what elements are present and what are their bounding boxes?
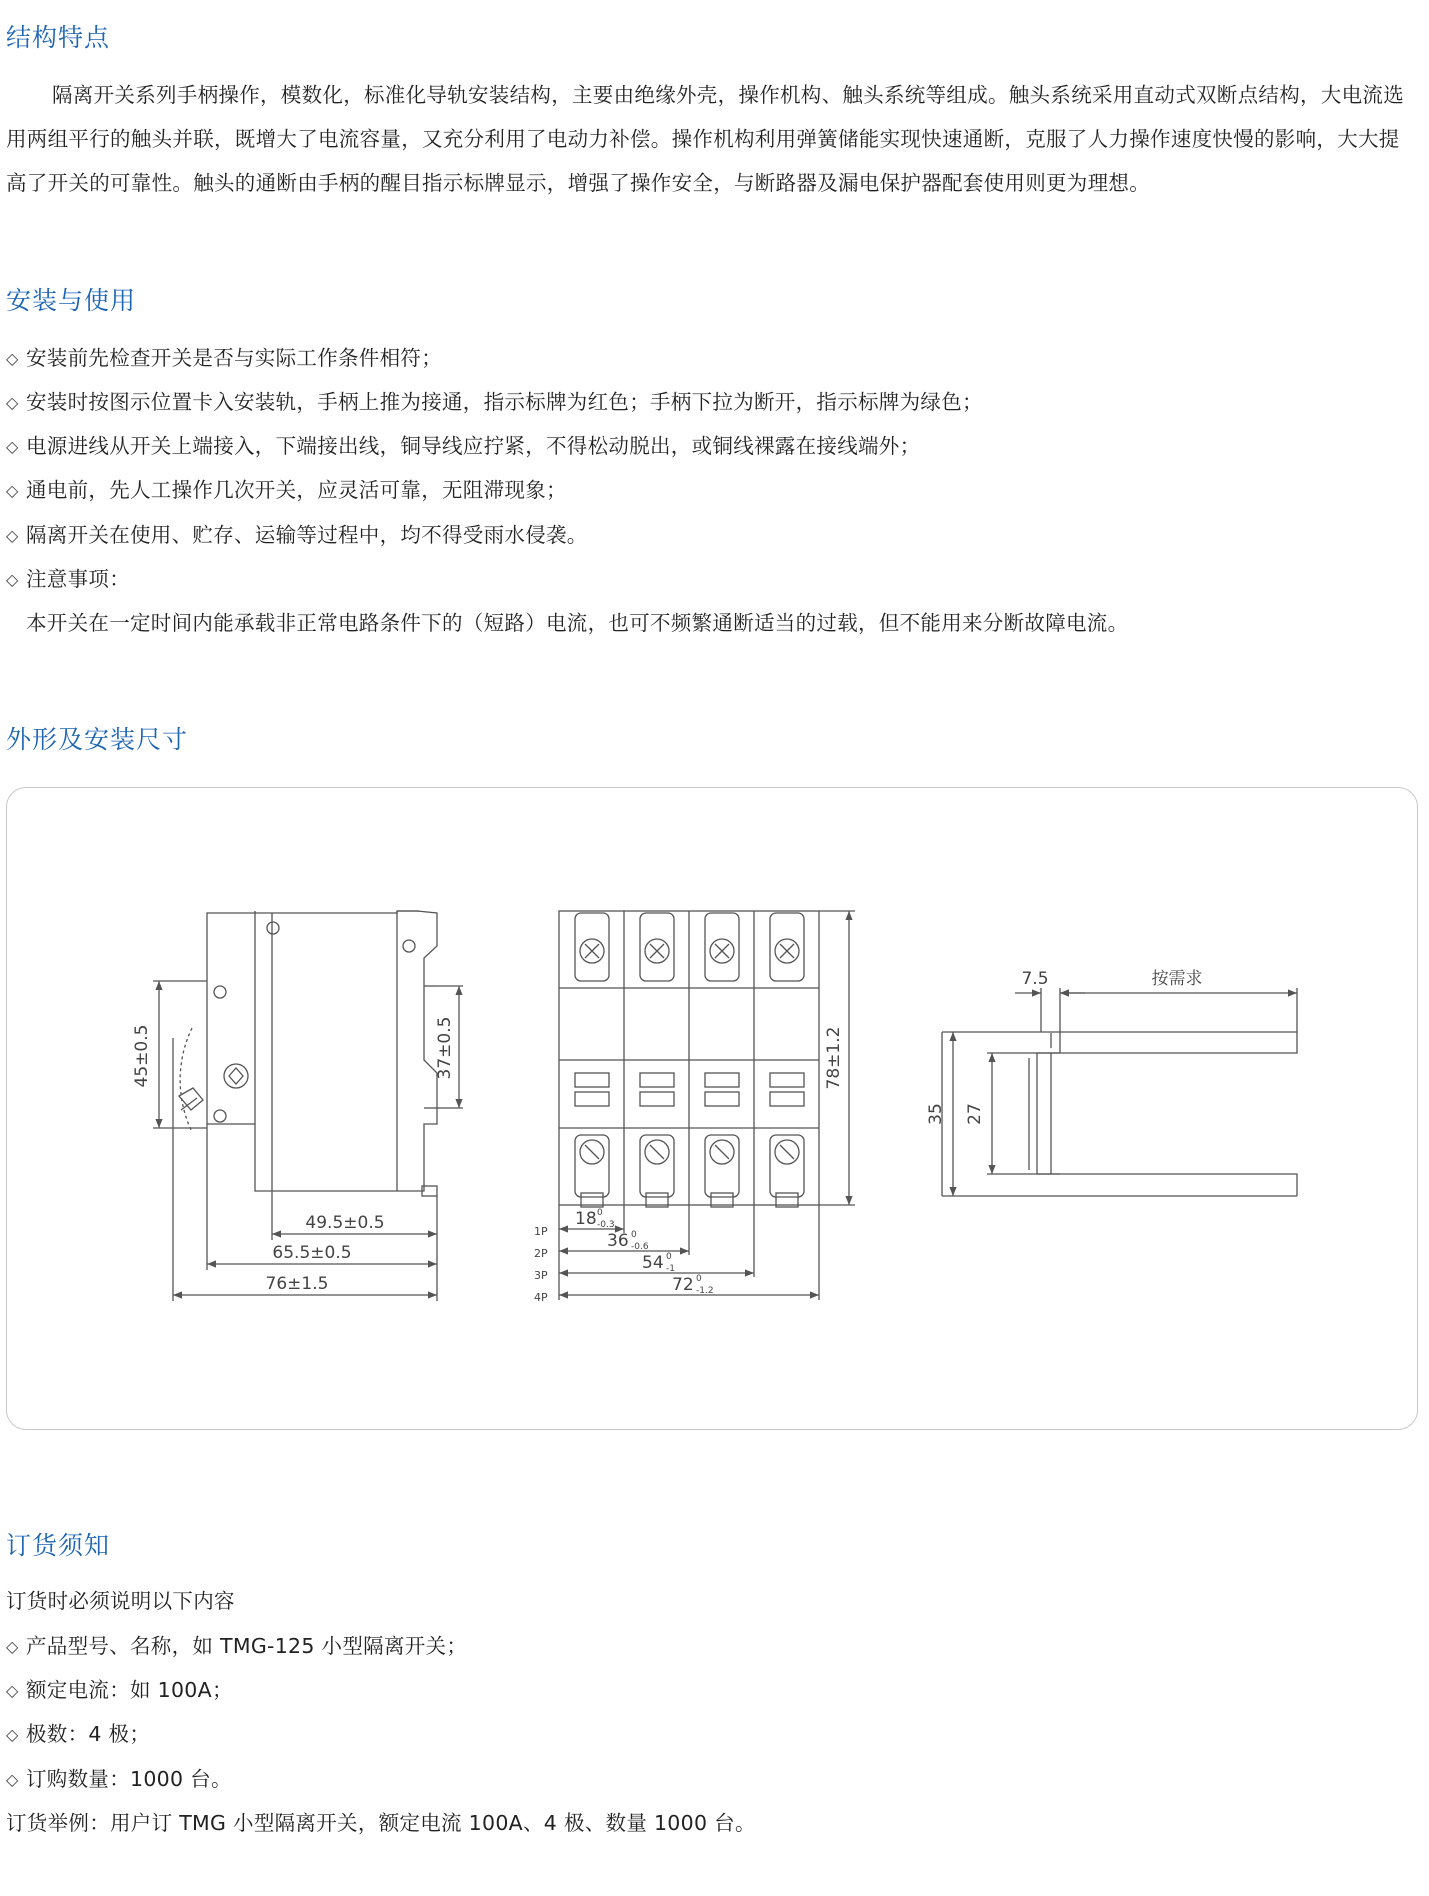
install-item: ◇ 注意事项： bbox=[6, 565, 130, 594]
section-title-structure: 结构特点 bbox=[6, 23, 111, 52]
pole-dim: 36 bbox=[607, 1231, 629, 1251]
pole-tol: -0.3 bbox=[597, 1220, 615, 1230]
section-title-installation: 安装与使用 bbox=[6, 286, 137, 315]
pole-tol: -0.6 bbox=[631, 1242, 649, 1252]
front-view bbox=[559, 911, 855, 1300]
order-item: ◇ 订购数量：1000 台。 bbox=[6, 1765, 232, 1794]
dimension-drawing-box bbox=[6, 787, 1418, 1430]
pole-dim: 18 bbox=[575, 1209, 597, 1229]
dim-height-side: 45±0.5 bbox=[132, 1024, 152, 1088]
install-item: ◇ 电源进线从开关上端接入，下端接出线，铜导线应拧紧，不得松动脱出，或铜线裸露在接线端外； bbox=[6, 432, 920, 461]
dim-rail-length: 按需求 bbox=[1151, 969, 1203, 989]
install-note: 本开关在一定时间内能承载非正常电路条件下的（短路）电流，也可不频繁通断适当的过载，但不能用来分断故障电流。 bbox=[26, 611, 1129, 635]
order-item: ◇ 产品型号、名称，如 TMG-125 小型隔离开关； bbox=[6, 1632, 467, 1661]
diamond-icon: ◇ bbox=[6, 1770, 19, 1789]
rail-view bbox=[942, 988, 1297, 1196]
dim-depth-1: 49.5±0.5 bbox=[305, 1213, 385, 1233]
diamond-icon: ◇ bbox=[6, 437, 19, 456]
pole-label: 4P bbox=[534, 1291, 548, 1304]
install-item: ◇ 安装时按图示位置卡入安装轨，手柄上推为接通，指示标牌为红色；手柄下拉为断开，指示标牌为绿色； bbox=[6, 388, 983, 417]
ordering-intro: 订货时必须说明以下内容 bbox=[6, 1589, 235, 1613]
dim-height-front: 78±1.2 bbox=[824, 1026, 844, 1090]
dim-rail-inner-height: 27 bbox=[965, 1103, 985, 1125]
dim-depth-3: 76±1.5 bbox=[265, 1274, 329, 1294]
dim-rail-width: 7.5 bbox=[1021, 969, 1049, 989]
dim-rail-height-side: 37±0.5 bbox=[435, 1016, 455, 1080]
pole-tol: 0 bbox=[631, 1230, 637, 1240]
section-title-ordering: 订货须知 bbox=[6, 1531, 111, 1560]
order-item: ◇ 极数：4 极； bbox=[6, 1720, 150, 1749]
pole-dim: 72 bbox=[672, 1275, 694, 1295]
order-example: 订货举例：用户订 TMG 小型隔离开关，额定电流 100A、4 极、数量 1000 台。 bbox=[6, 1811, 756, 1835]
install-item: ◇ 安装前先检查开关是否与实际工作条件相符； bbox=[6, 344, 442, 373]
diamond-icon: ◇ bbox=[6, 1725, 19, 1744]
pole-tol: 0 bbox=[597, 1208, 603, 1218]
diamond-icon: ◇ bbox=[6, 1681, 19, 1700]
install-item: ◇ 通电前，先人工操作几次开关，应灵活可靠，无阻滞现象； bbox=[6, 476, 567, 505]
install-item: ◇ 隔离开关在使用、贮存、运输等过程中，均不得受雨水侵袭。 bbox=[6, 521, 588, 550]
pole-label: 2P bbox=[534, 1247, 548, 1260]
pole-tol: -1.2 bbox=[696, 1286, 714, 1296]
dimension-drawing bbox=[7, 788, 1417, 1428]
diamond-icon: ◇ bbox=[6, 570, 19, 589]
pole-tol: 0 bbox=[666, 1252, 672, 1262]
diamond-icon: ◇ bbox=[6, 393, 19, 412]
diamond-icon: ◇ bbox=[6, 1637, 19, 1656]
order-item: ◇ 额定电流：如 100A； bbox=[6, 1676, 233, 1705]
pole-label: 3P bbox=[534, 1269, 548, 1282]
dim-rail-outer-height: 35 bbox=[926, 1103, 946, 1125]
diamond-icon: ◇ bbox=[6, 526, 19, 545]
diamond-icon: ◇ bbox=[6, 349, 19, 368]
section-title-dimensions: 外形及安装尺寸 bbox=[6, 725, 189, 754]
dim-depth-2: 65.5±0.5 bbox=[272, 1243, 352, 1263]
pole-label: 1P bbox=[534, 1225, 548, 1238]
structure-paragraph: 隔离开关系列手柄操作，模数化，标准化导轨安装结构，主要由绝缘外壳，操作机构、触头系统等组成。触头系统采用直动式双断点结构，大电流选用两组平行的触头并联，既增大了电流容量，又充分利用了电动力补偿。操作机构利用弹簧储能实现快速通断，克服了人力操作速度快慢的影响，大大提高了开关的可靠性。触头的通断由手柄的醒目指示标牌显示，增强了操作安全，与断路器及漏电保护器配套使用则更为理想。 bbox=[6, 83, 1404, 195]
pole-tol: -1 bbox=[666, 1264, 675, 1274]
pole-dim: 54 bbox=[642, 1253, 664, 1273]
diamond-icon: ◇ bbox=[6, 481, 19, 500]
pole-tol: 0 bbox=[696, 1274, 702, 1284]
